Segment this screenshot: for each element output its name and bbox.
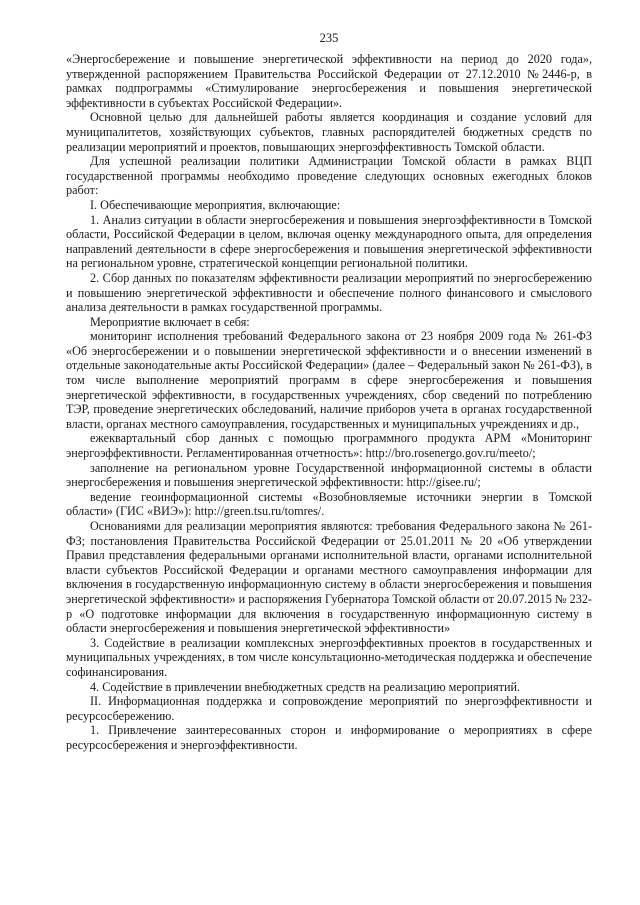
- paragraph: Основной целью для дальнейшей работы является координация и создание условий для муниципалитетов, хозяйствующих субъектов, главных распорядителей бюджетных средств по реализации мероприятий и проектов, повышающих энергоэффективность Томской области.: [66, 110, 592, 154]
- paragraph: Основаниями для реализации мероприятия являются: требования Федерального закона № 261-ФЗ; постановления Правительства Российской Федерации от 25.01.2011 № 20 «Об утверждении Правил представления федеральными органами исполнительной власти, органами исполнительной власти субъектов Российской Федерации и органами местного самоуправления информации для включения в государственную информационную систему в области энергосбережения и повышения энергетической эффективности» и распоряжения Губернатора Томской области от 20.07.2015 № 232-р «О подготовке информации для включения в государственную информационную систему в области энергосбережения и повышения энергетической эффективности»: [66, 519, 592, 636]
- document-body: [66, 52, 592, 753]
- paragraph: Для успешной реализации политики Администрации Томской области в рамках ВЦП государственной программы необходимо проведение следующих основных ежегодных блоков работ:: [66, 154, 592, 198]
- paragraph: ежеквартальный сбор данных с помощью программного продукта АРМ «Мониторинг энергоэффективности. Регламентированная отчетность»: http://bro.rosenergo.gov.ru/meeto/;: [66, 431, 592, 461]
- list-item: 1. Привлечение заинтересованных сторон и информирование о мероприятиях в сфере ресурсосбережения и энергоэффективности.: [66, 723, 592, 752]
- section-heading: II. Информационная поддержка и сопровождение мероприятий по энергоэффективности и ресурсосбережению.: [66, 694, 592, 723]
- section-heading: I. Обеспечивающие мероприятия, включающие:: [90, 197, 341, 212]
- page-number: 235: [319, 31, 339, 45]
- paragraph: «Энергосбережение и повышение энергетической эффективности на период до 2020 года», утвержденной распоряжением Правительства Российской Федерации от 27.12.2010 №2446-р, в рамках подпрограммы «Стимулирование энергосбережения и повышения энергетической эффективности в субъектах Российской Федерации».: [66, 52, 592, 110]
- paragraph: заполнение на региональном уровне Государственной информационной системы в области энергосбережения и повышения энергетической эффективности: http://gisee.ru/;: [66, 460, 592, 490]
- list-item: 4. Содействие в привлечении внебюджетных средств на реализацию мероприятий.: [90, 679, 521, 694]
- paragraph: мониторинг исполнения требований Федерального закона от 23 ноября 2009 года № 261-ФЗ «Об энергосбережении и о повышении энергетической эффективности и о внесении изменений в отдельные законодательные акты Российской Федерации» (далее – Федеральный закон № 261-ФЗ), в том числе выполнение мероприятий программ в сфере энергосбережения и повышения энергетической эффективности, в государственных учреждениях, сбор сведений по потреблению ТЭР, проведение энергетических обследований, наличие приборов учета в органах государственной власти, органах местного самоуправления, государственных и муниципальных учреждениях и др.,: [66, 329, 592, 431]
- list-item: 2. Сбор данных по показателям эффективности реализации мероприятий по энергосбережению и повышению энергетической эффективности и обеспечение полного финансового и смыслового анализа деятельности в рамках государственной программы.: [66, 270, 592, 315]
- list-item: 3. Содействие в реализации комплексных энергоэффективных проектов в государственных и муниципальных учреждениях, в том числе консультационно-методическая поддержка и обеспечение софинансирования.: [66, 635, 592, 679]
- paragraph: Мероприятие включает в себя:: [90, 314, 250, 329]
- list-item: 1. Анализ ситуации в области энергосбережения и повышения энергоэффективности в Томской области, Российской Федерации в целом, включая оценку международного опыта, для определения направлений деятельности в сфере энергосбережения и повышения энергетической эффективности на региональном уровне, стратегической концепции региональной политики.: [66, 212, 592, 271]
- paragraph: ведение геоинформационной системы «Возобновляемые источники энергии в Томской области» (ГИС «ВИЭ»): http://green.tsu.ru/tomres/.: [66, 489, 592, 519]
